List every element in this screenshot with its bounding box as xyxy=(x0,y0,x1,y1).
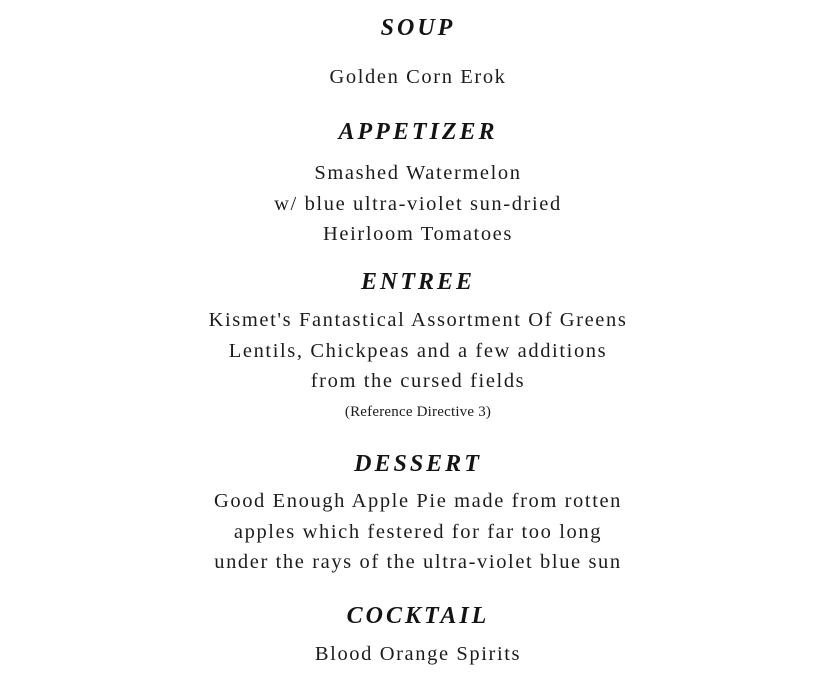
cocktail-line-1: Blood Orange Spirits xyxy=(314,643,522,665)
dessert-dish xyxy=(0,486,836,578)
cocktail-dish xyxy=(0,639,836,670)
dessert-line-1: Good Enough Apple Pie made from rotten xyxy=(213,490,623,512)
dessert-line-2: apples which festered for far too long xyxy=(233,520,603,543)
dessert-heading: DESSERT xyxy=(354,451,482,477)
entree-heading: ENTREE xyxy=(360,269,476,295)
appetizer-line-3: Heirloom Tomatoes xyxy=(323,223,513,245)
entree-line-1: Kismet's Fantastical Assortment Of Greens xyxy=(208,309,628,331)
cocktail-heading: COCKTAIL xyxy=(346,603,490,629)
appetizer-dish xyxy=(0,158,836,250)
soup-line-1: Golden Corn Erok xyxy=(329,66,507,88)
entree-line-3: from the cursed fields xyxy=(310,370,526,392)
appetizer-heading: APPETIZER xyxy=(338,119,498,145)
entree-reference-note: (Reference Directive 3) xyxy=(344,404,492,420)
appetizer-line-2: w/ blue ultra-violet sun-dried xyxy=(274,192,562,215)
entree-line-2: Lentils, Chickpeas and a few additions xyxy=(228,339,608,362)
appetizer-line-1: Smashed Watermelon xyxy=(314,162,522,184)
soup-heading: SOUP xyxy=(380,15,456,41)
entree-dish xyxy=(0,305,836,397)
soup-dish xyxy=(0,62,836,93)
dessert-line-3: under the rays of the ultra-violet blue sun xyxy=(214,551,622,573)
